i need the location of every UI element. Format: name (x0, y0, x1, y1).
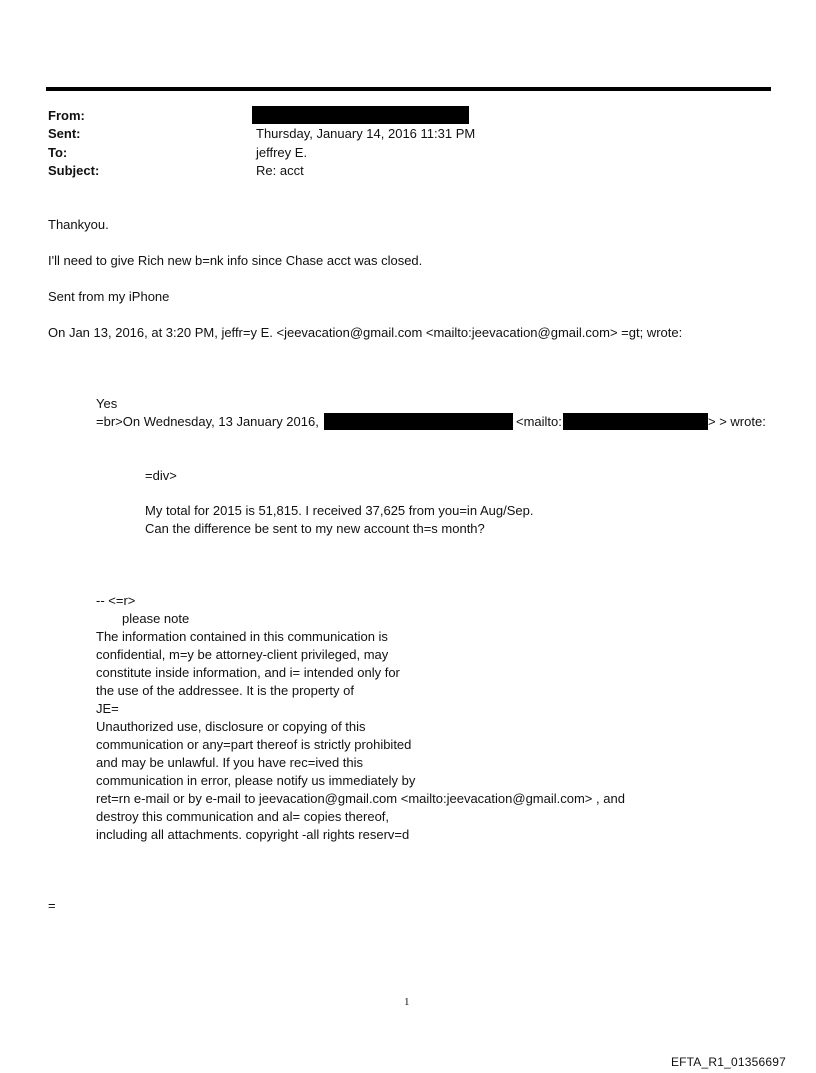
disclaimer-line: and may be unlawful. If you have rec=ived this (96, 755, 364, 770)
sent-value: Thursday, January 14, 2016 11:31 PM (256, 126, 476, 141)
reply-wrote: > > wrote: (708, 414, 766, 429)
reply-yes: Yes (96, 396, 118, 411)
subject-value: Re: acct (256, 163, 304, 178)
redaction-from (252, 106, 469, 124)
sent-label: Sent: (48, 126, 81, 141)
disclaimer-line: Unauthorized use, disclosure or copying of this (96, 719, 366, 734)
disclaimer-line: The information contained in this communication is (96, 629, 388, 644)
reply-total-line: My total for 2015 is 51,815. I received 37,625 from you=in Aug/Sep. (145, 503, 534, 518)
to-value: jeffrey E. (256, 145, 308, 160)
disclaimer-line: confidential, m=y be attorney-client privileged, may (96, 647, 389, 662)
disclaimer-line: constitute inside information, and i= intended only for (96, 665, 400, 680)
disclaimer-line: JE= (96, 701, 119, 716)
reply-on-wednesday: =br>On Wednesday, 13 January 2016, (96, 414, 319, 429)
to-label: To: (48, 145, 68, 160)
disclaimer-separator: -- <=r> (96, 593, 136, 608)
page-number: 1 (404, 996, 410, 1008)
from-label: From: (48, 108, 85, 123)
disclaimer-line: communication in error, please notify us immediately by (96, 773, 416, 788)
subject-label: Subject: (48, 163, 100, 178)
header-rule (46, 87, 771, 91)
disclaimer-please-note: please note (122, 611, 190, 626)
trailing-equals: = (48, 898, 56, 913)
disclaimer-line: the use of the addressee. It is the property of (96, 683, 354, 698)
body-thanks: Thankyou. (48, 217, 109, 232)
disclaimer-line: destroy this communication and al= copies thereof, (96, 809, 390, 824)
redaction-sender-name (324, 413, 513, 430)
disclaimer-line: including all attachments. copyright -all rights reserv=d (96, 827, 410, 842)
reply-difference-line: Can the difference be sent to my new account th=s month? (145, 521, 485, 536)
document-id: EFTA_R1_01356697 (670, 1055, 786, 1069)
disclaimer-line: communication or any=part thereof is strictly prohibited (96, 737, 412, 752)
redaction-sender-email (563, 413, 708, 430)
body-bank-note: I'll need to give Rich new b=nk info since Chase acct was closed. (48, 253, 423, 268)
reply-mailto: <mailto: (516, 414, 562, 429)
reply-div-tag: =div> (145, 468, 177, 483)
quote-intro: On Jan 13, 2016, at 3:20 PM, jeffr=y E. <jeevacation@gmail.com <mailto:jeevacation@gmail.com> =gt; wrote: (48, 325, 683, 340)
body-signature: Sent from my iPhone (48, 289, 170, 304)
disclaimer-line: ret=rn e-mail or by e-mail to jeevacation@gmail.com <mailto:jeevacation@gmail.com> , and (96, 791, 625, 806)
